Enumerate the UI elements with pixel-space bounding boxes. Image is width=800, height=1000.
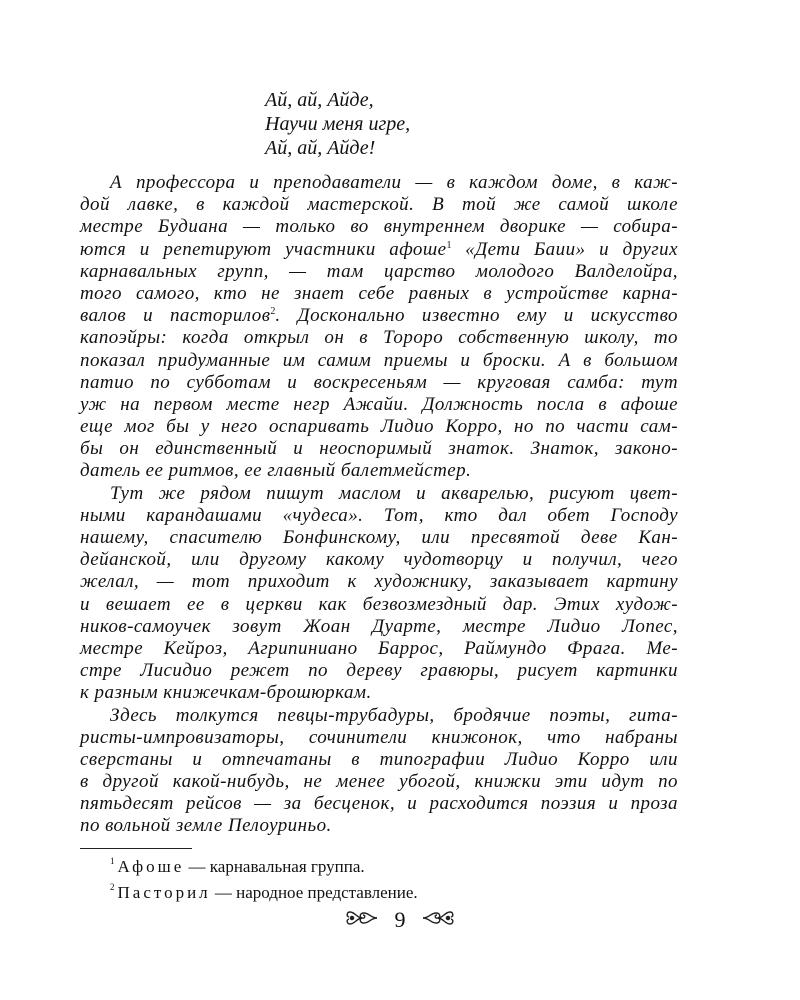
text-line-content: датель ее ритмов, ее главный балетмейстер. <box>80 460 472 482</box>
text-line-content: показал придуманные им самим приемы и броски. А в большом <box>80 349 678 371</box>
text-line <box>80 350 678 372</box>
text-line <box>80 261 678 283</box>
left-ornament-icon <box>343 906 379 934</box>
verse-line: Научи меня игре, <box>265 113 411 135</box>
text-line <box>80 793 678 815</box>
footnote-2 <box>110 877 418 903</box>
text-line-content: местре Будиана — только во внутреннем дворике — собира- <box>80 216 678 238</box>
text-line-content: дейанской, или другому какому чудотворцу и получил, чего <box>80 549 678 571</box>
text-line <box>80 283 678 305</box>
footnote-reference: 2 <box>270 306 276 318</box>
text-line <box>80 527 678 549</box>
text-line-content: и вешает ее в церкви как безвозмездный дар. Этих худож- <box>80 593 678 615</box>
text-line <box>80 616 678 638</box>
text-line-continuation: «Дети Баии» и других <box>451 238 678 260</box>
text-line <box>80 394 678 416</box>
text-line <box>80 727 678 749</box>
text-line <box>80 327 678 349</box>
body-text <box>80 172 678 838</box>
text-line-content: Тут же рядом пишут маслом и акварелью, рисуют цвет- <box>110 482 678 504</box>
footnote-number: 2 <box>110 882 115 892</box>
footnote-reference: 1 <box>446 239 452 251</box>
text-line <box>80 705 678 727</box>
verse-line: Ай, ай, Айде! <box>265 137 376 159</box>
text-line <box>80 416 678 438</box>
text-line-content: ников-самоучек зовут Жоан Дуарте, местре Лидио Лопес, <box>80 615 678 637</box>
text-line-content: еще мог бы у него оспаривать Лидио Корро, но по части сам- <box>80 416 678 438</box>
text-line-content: того самого, кто не знает себе равных в устройстве карна- <box>80 282 678 304</box>
text-line <box>80 172 678 194</box>
text-line-content: к разным книжечкам-брошюркам. <box>80 682 372 704</box>
text-line <box>80 571 678 593</box>
text-line-content: сверстаны и отпечатаны в типографии Лидио Корро или <box>80 748 678 770</box>
text-line <box>80 305 678 327</box>
text-line <box>80 460 678 482</box>
text-line-continuation: . Досконально известно ему и искусство <box>275 305 678 327</box>
text-line-content: валов и пасторилов <box>80 305 271 327</box>
text-line <box>80 505 678 527</box>
text-line-content: ристы-импровизаторы, сочинители книжонок, что набраны <box>80 726 678 748</box>
text-line-content: капоэйры: когда открыл он в Тороро собственную школу, то <box>80 327 678 349</box>
text-line <box>80 194 678 216</box>
text-line <box>80 549 678 571</box>
text-line-content: по вольной земле Пелоуриньо. <box>80 815 332 837</box>
footnote-definition: — карнавальная группа. <box>184 857 365 876</box>
text-line <box>80 216 678 238</box>
verse-stanza <box>265 88 410 160</box>
footnote-definition: — народное представление. <box>210 883 418 902</box>
text-line <box>80 372 678 394</box>
text-line-content: желал, — тот приходит к художнику, заказывает картину <box>80 571 678 593</box>
text-line <box>80 438 678 460</box>
text-line <box>80 815 678 837</box>
text-line <box>80 682 678 704</box>
text-line-content: стре Лисидио режет по дереву гравюры, рисует картинки <box>80 660 678 682</box>
footnote-term: Пасторил <box>117 883 211 902</box>
text-line-content: бы он единственный и неоспоримый знаток. Знаток, законо- <box>80 438 678 460</box>
text-line-content: нашему, спасителю Бонфинскому, или пресвятой деве Кан- <box>80 527 678 548</box>
text-line <box>80 771 678 793</box>
footnote-separator <box>80 848 192 849</box>
text-line <box>80 749 678 771</box>
page-number: 9 <box>394 906 406 932</box>
footnote-number: 1 <box>110 856 115 866</box>
footnote-1 <box>110 851 418 877</box>
footnotes <box>110 851 418 903</box>
text-line-content: уж на первом месте негр Ажайи. Должность посла в афоше <box>80 393 678 415</box>
text-line-content: Здесь толкутся певцы-трубадуры, бродячие поэты, гита- <box>110 704 678 726</box>
text-line-content: местре Кейроз, Агрипиниано Баррос, Раймундо Фрага. Ме- <box>80 637 678 659</box>
text-line-content: карнавальных групп, — там царство молодого Валделойра, <box>80 260 678 282</box>
text-line <box>80 483 678 505</box>
text-line <box>80 638 678 660</box>
text-line-content: А профессора и преподаватели — в каждом доме, в каж- <box>110 172 678 193</box>
text-line <box>80 660 678 682</box>
right-ornament-icon <box>421 906 457 934</box>
text-line-content: дой лавке, в каждой мастерской. В той же самой школе <box>80 194 678 216</box>
text-line <box>80 239 678 261</box>
text-line <box>80 594 678 616</box>
text-line-content: ными карандашами «чудеса». Тот, кто дал обет Господу <box>80 504 678 526</box>
text-line-content: ются и репетируют участники афоше <box>80 238 447 260</box>
text-line-content: пятьдесят рейсов — за бесценок, и расходится поэзия и проза <box>80 793 678 815</box>
text-line-content: в другой какой-нибудь, не менее убогой, книжки эти идут по <box>80 771 678 793</box>
footnote-term: Афоше <box>117 857 185 876</box>
page-number-block <box>0 904 800 934</box>
text-line-content: патио по субботам и воскресеньям — круговая самба: тут <box>80 371 678 393</box>
verse-line: Ай, ай, Айде, <box>265 89 374 111</box>
